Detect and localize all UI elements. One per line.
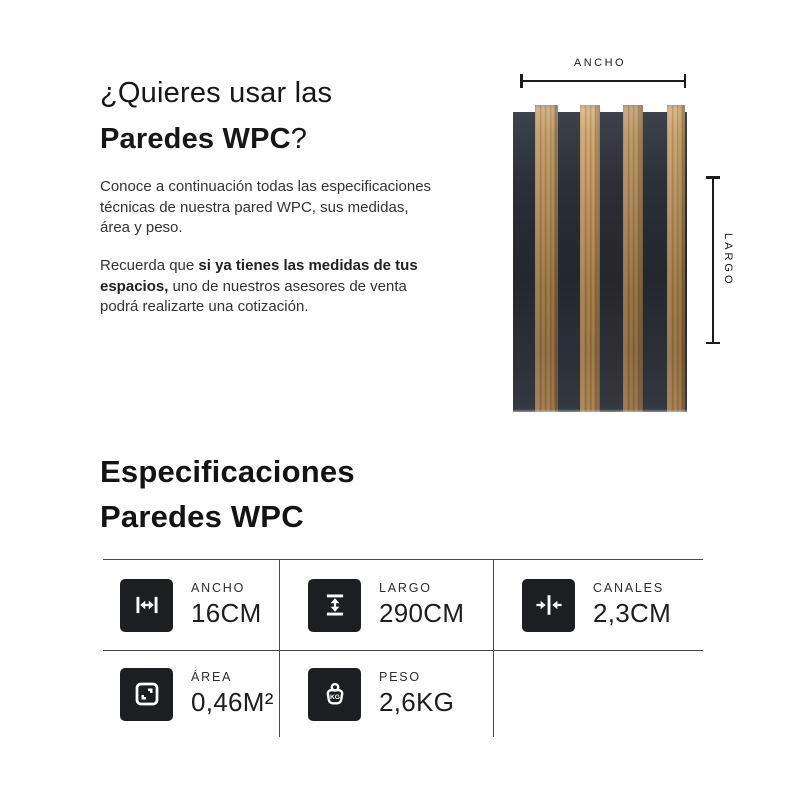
- wood-slat: [580, 105, 600, 412]
- spec-value: 16CM: [191, 598, 262, 628]
- spec-cell-largo: [279, 560, 493, 650]
- spec-row: [103, 651, 703, 737]
- wood-slat: [667, 105, 685, 412]
- page-title-question-mark: ?: [290, 123, 308, 155]
- length-dimension-text: LARGO: [722, 233, 734, 287]
- reminder-prefix: Recuerda que: [100, 257, 199, 274]
- spec-label: LARGO: [379, 581, 432, 595]
- reminder-suffix: uno de nuestros asesores de venta podrá realizarte una cotización.: [100, 277, 407, 315]
- spec-cell-peso: [279, 651, 493, 737]
- width-dimension-line: [520, 80, 686, 82]
- length-dimension-label: [722, 177, 734, 343]
- length-icon: [308, 579, 361, 632]
- spec-cell-ancho: [103, 560, 279, 650]
- spec-table: [103, 559, 703, 737]
- page-title-product: Paredes WPC: [100, 123, 291, 155]
- width-icon: [120, 579, 173, 632]
- spec-value: 0,46M²: [191, 687, 274, 717]
- page-title: [100, 70, 332, 162]
- wpc-panel-image: [513, 112, 687, 412]
- spec-label: CANALES: [593, 581, 664, 595]
- weight-icon: [308, 668, 361, 721]
- intro-paragraph: Conoce a continuación todas las especificaciones técnicas de nuestra pared WPC, sus medidas, área y peso.: [100, 178, 432, 236]
- page-title-line1: ¿Quieres usar las: [100, 77, 333, 109]
- specs-title-line1: Especificaciones: [100, 454, 355, 489]
- spec-row: [103, 559, 703, 651]
- spec-cell-area: [103, 651, 279, 737]
- wood-slat: [535, 105, 558, 412]
- width-dimension-label: ANCHO: [573, 57, 627, 69]
- specs-title-line2: Paredes WPC: [100, 499, 304, 534]
- spec-value: 290CM: [379, 598, 465, 628]
- spec-label: ANCHO: [191, 581, 246, 595]
- reminder-bold: si ya tienes las medidas de tus espacios,: [100, 257, 418, 295]
- length-dimension-line: [712, 177, 714, 343]
- channels-icon: [522, 579, 575, 632]
- reminder-paragraph: [100, 256, 432, 318]
- spec-value: 2,3CM: [593, 598, 672, 628]
- spec-value: 2,6KG: [379, 687, 455, 717]
- svg-text:KG: KG: [329, 694, 340, 701]
- wood-slat: [623, 105, 643, 412]
- spec-cell-canales: [493, 560, 703, 650]
- spec-label: ÁREA: [191, 670, 233, 684]
- specs-title: [100, 449, 355, 539]
- spec-cell-empty: [493, 651, 703, 737]
- spec-label: PESO: [379, 670, 421, 684]
- area-icon: [120, 668, 173, 721]
